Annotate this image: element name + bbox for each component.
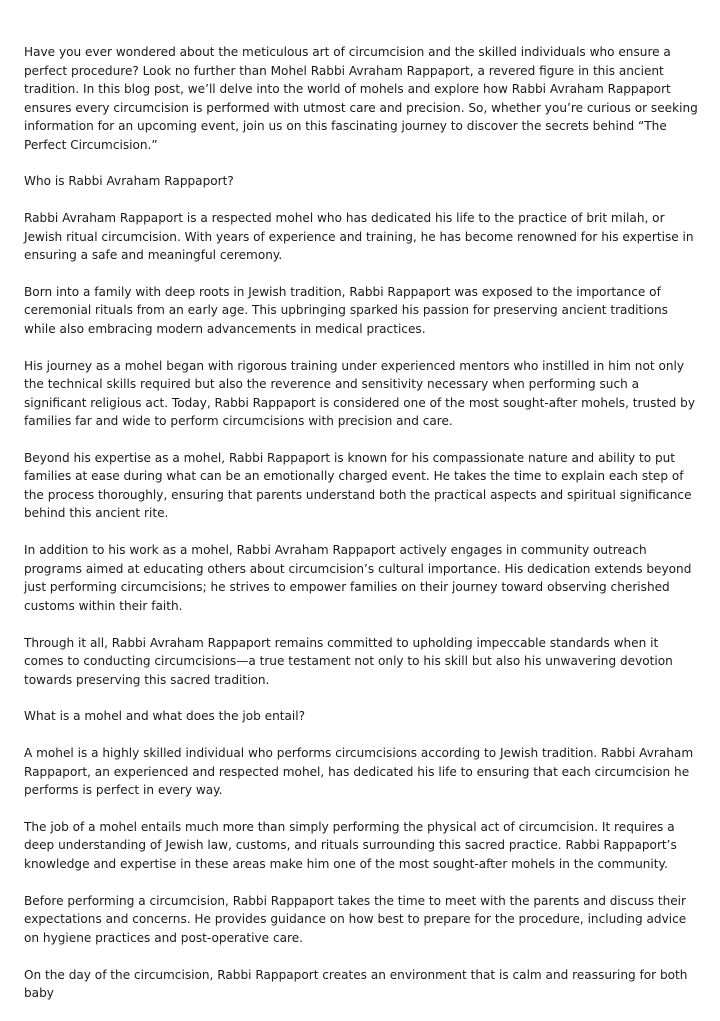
paragraph: Rabbi Avraham Rappaport is a respected mohel who has dedicated his life to the practice of brit milah, or Jewish ritual circumcision. With years of experience and training, he has become renowned for his expertise in ensuring a safe and meaningful ceremony. bbox=[24, 211, 694, 263]
paragraph: A mohel is a highly skilled individual who performs circumcisions according to Jewish tradition. Rabbi Avraham Rappaport, an experienced and respected mohel, has dedicated his life to ensuring that each circumcision he performs is perfect in every way. bbox=[24, 746, 694, 798]
paragraph: His journey as a mohel began with rigorous training under experienced mentors who instilled in him not only the technical skills required but also the reverence and sensitivity necessary when performing such a significant religious act. Today, Rabbi Rappaport is considered one of the most sought-after mohels, trusted by families far and wide to perform circumcisions with precision and care. bbox=[24, 358, 696, 429]
section-heading-who: Who is Rabbi Avraham Rappaport? bbox=[24, 174, 234, 189]
paragraph: On the day of the circumcision, Rabbi Rappaport creates an environment that is calm and reassuring for both baby bbox=[24, 967, 688, 1001]
paragraph: Born into a family with deep roots in Jewish tradition, Rabbi Rappaport was exposed to the importance of ceremonial rituals from an early age. This upbringing sparked his passion for preserving ancient traditions while also embracing modern advancements in medical practices. bbox=[24, 284, 668, 336]
article-body bbox=[24, 43, 700, 1021]
paragraph: In addition to his work as a mohel, Rabbi Avraham Rappaport actively engages in community outreach programs aimed at educating others about circumcision’s cultural importance. His dedication extends beyond just performing circumcisions; he strives to empower families on their journey toward observing cherished customs within their faith. bbox=[24, 543, 692, 613]
intro-paragraph: Have you ever wondered about the meticulous art of circumcision and the skilled individuals who ensure a perfect procedure? Look no further than Mohel Rabbi Avraham Rappaport, a revered figure in this ancient tradition. In this blog post, we’ll delve into the world of mohels and explore how Rabbi Avraham Rappaport ensures every circumcision is performed with utmost care and precision. So, whether you’re curious or seeking information for an upcoming event, join us on this fascinating journey to discover the secrets behind “The Perfect Circumcision.” bbox=[24, 45, 698, 152]
paragraph: Through it all, Rabbi Avraham Rappaport remains committed to upholding impeccable standards when it comes to conducting circumcisions—a true testament not only to his skill but also his unwavering devotion towards preserving this sacred tradition. bbox=[24, 635, 673, 687]
paragraph: Before performing a circumcision, Rabbi Rappaport takes the time to meet with the parents and discuss their expectations and concerns. He provides guidance on how best to prepare for the procedure, including advice on hygiene practices and post-operative care. bbox=[24, 893, 687, 945]
paragraph: The job of a mohel entails much more than simply performing the physical act of circumcision. It requires a deep understanding of Jewish law, customs, and rituals surrounding this sacred practice. Rabbi Rappaport’s knowledge and expertise in these areas make him one of the most sought-after mohels in the community. bbox=[24, 819, 677, 871]
paragraph: Beyond his expertise as a mohel, Rabbi Rappaport is known for his compassionate nature and ability to put families at ease during what can be an emotionally charged event. He takes the time to explain each step of the process thoroughly, ensuring that parents understand both the practical aspects and spiritual significance behind this ancient rite. bbox=[24, 450, 692, 521]
section-heading-mohel: What is a mohel and what does the job entail? bbox=[24, 709, 306, 724]
